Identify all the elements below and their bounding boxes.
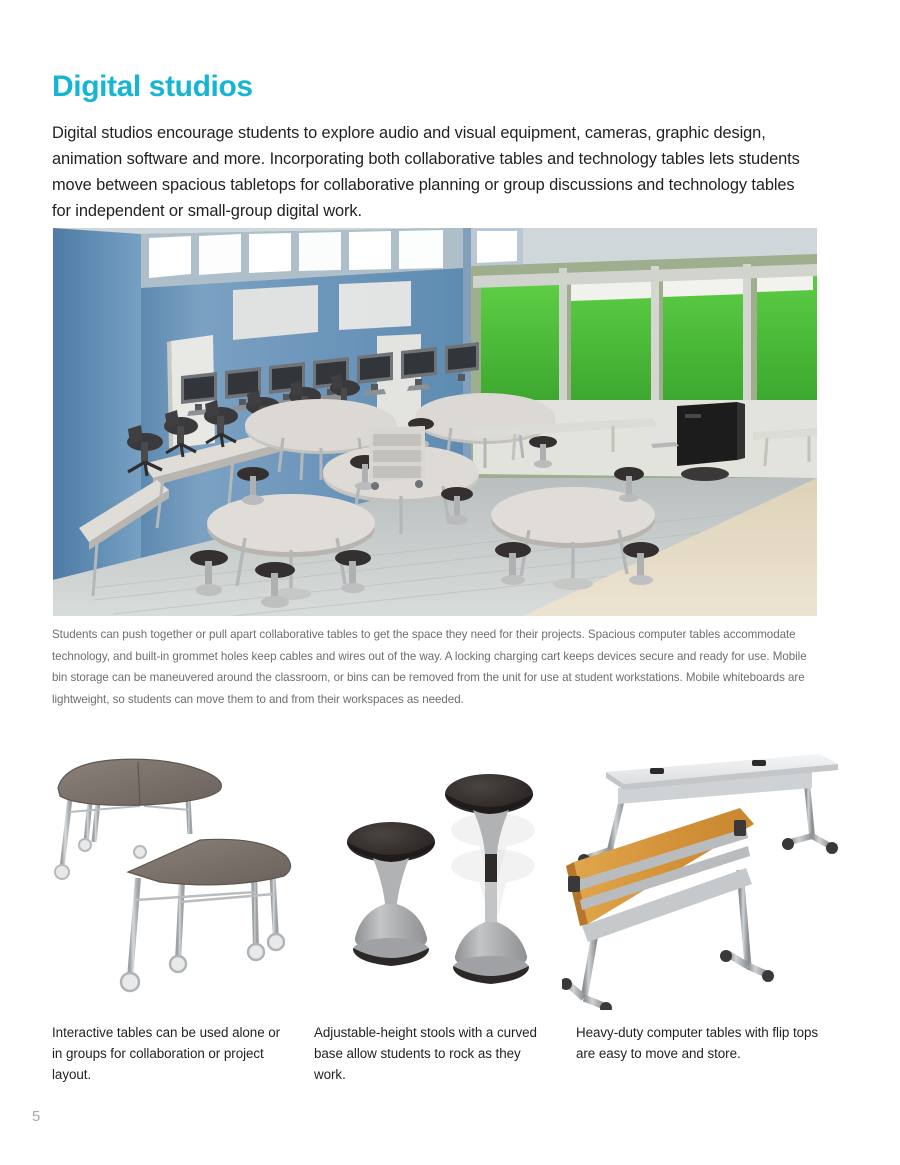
flip-top-tables-image [562, 750, 860, 1010]
flip-top-tables-svg [562, 750, 860, 1010]
hero-caption: Students can push together or pull apart collaborative tables to get the space they need for their projects. Spacious computer tables accommodate technology, and built-in grommet holes keep cables and wires out of the way. A locking charging cart keeps devices secure and ready for use. Mobile bin storage can be maneuvered around the classroom, or bins can be removed from the unit for use at student workstations. Mobile whiteboards are lightweight, so students can move them to and from their workspaces as needed. [52, 628, 807, 706]
caption-interactive-tables: Interactive tables can be used alone or in groups for collaboration or project layout. [52, 1025, 281, 1082]
product-image-row [40, 750, 860, 1010]
classroom-rendering-image [53, 228, 817, 616]
caption-flip-top-tables: Heavy-duty computer tables with flip tops are easy to move and store. [576, 1025, 819, 1061]
page-title: Digital studios [52, 70, 253, 103]
interactive-tables-image [48, 750, 310, 1010]
stools-svg [325, 750, 565, 1010]
intro-paragraph: Digital studios encourage students to explore audio and visual equipment, cameras, graphic design, animation software and more. Incorporating both collaborative tables and technology tables lets students move between spacious tabletops for collaborative planning or group discussions and technology tables for independent or small-group digital work. [52, 124, 800, 220]
caption-adjustable-height-stools: Adjustable-height stools with a curved base allow students to rock as they work. [314, 1025, 537, 1082]
interactive-tables-svg [48, 750, 310, 1010]
adjustable-height-stools-image [325, 750, 565, 1010]
classroom-rendering-svg [53, 228, 817, 616]
page-number: 5 [32, 1108, 41, 1125]
